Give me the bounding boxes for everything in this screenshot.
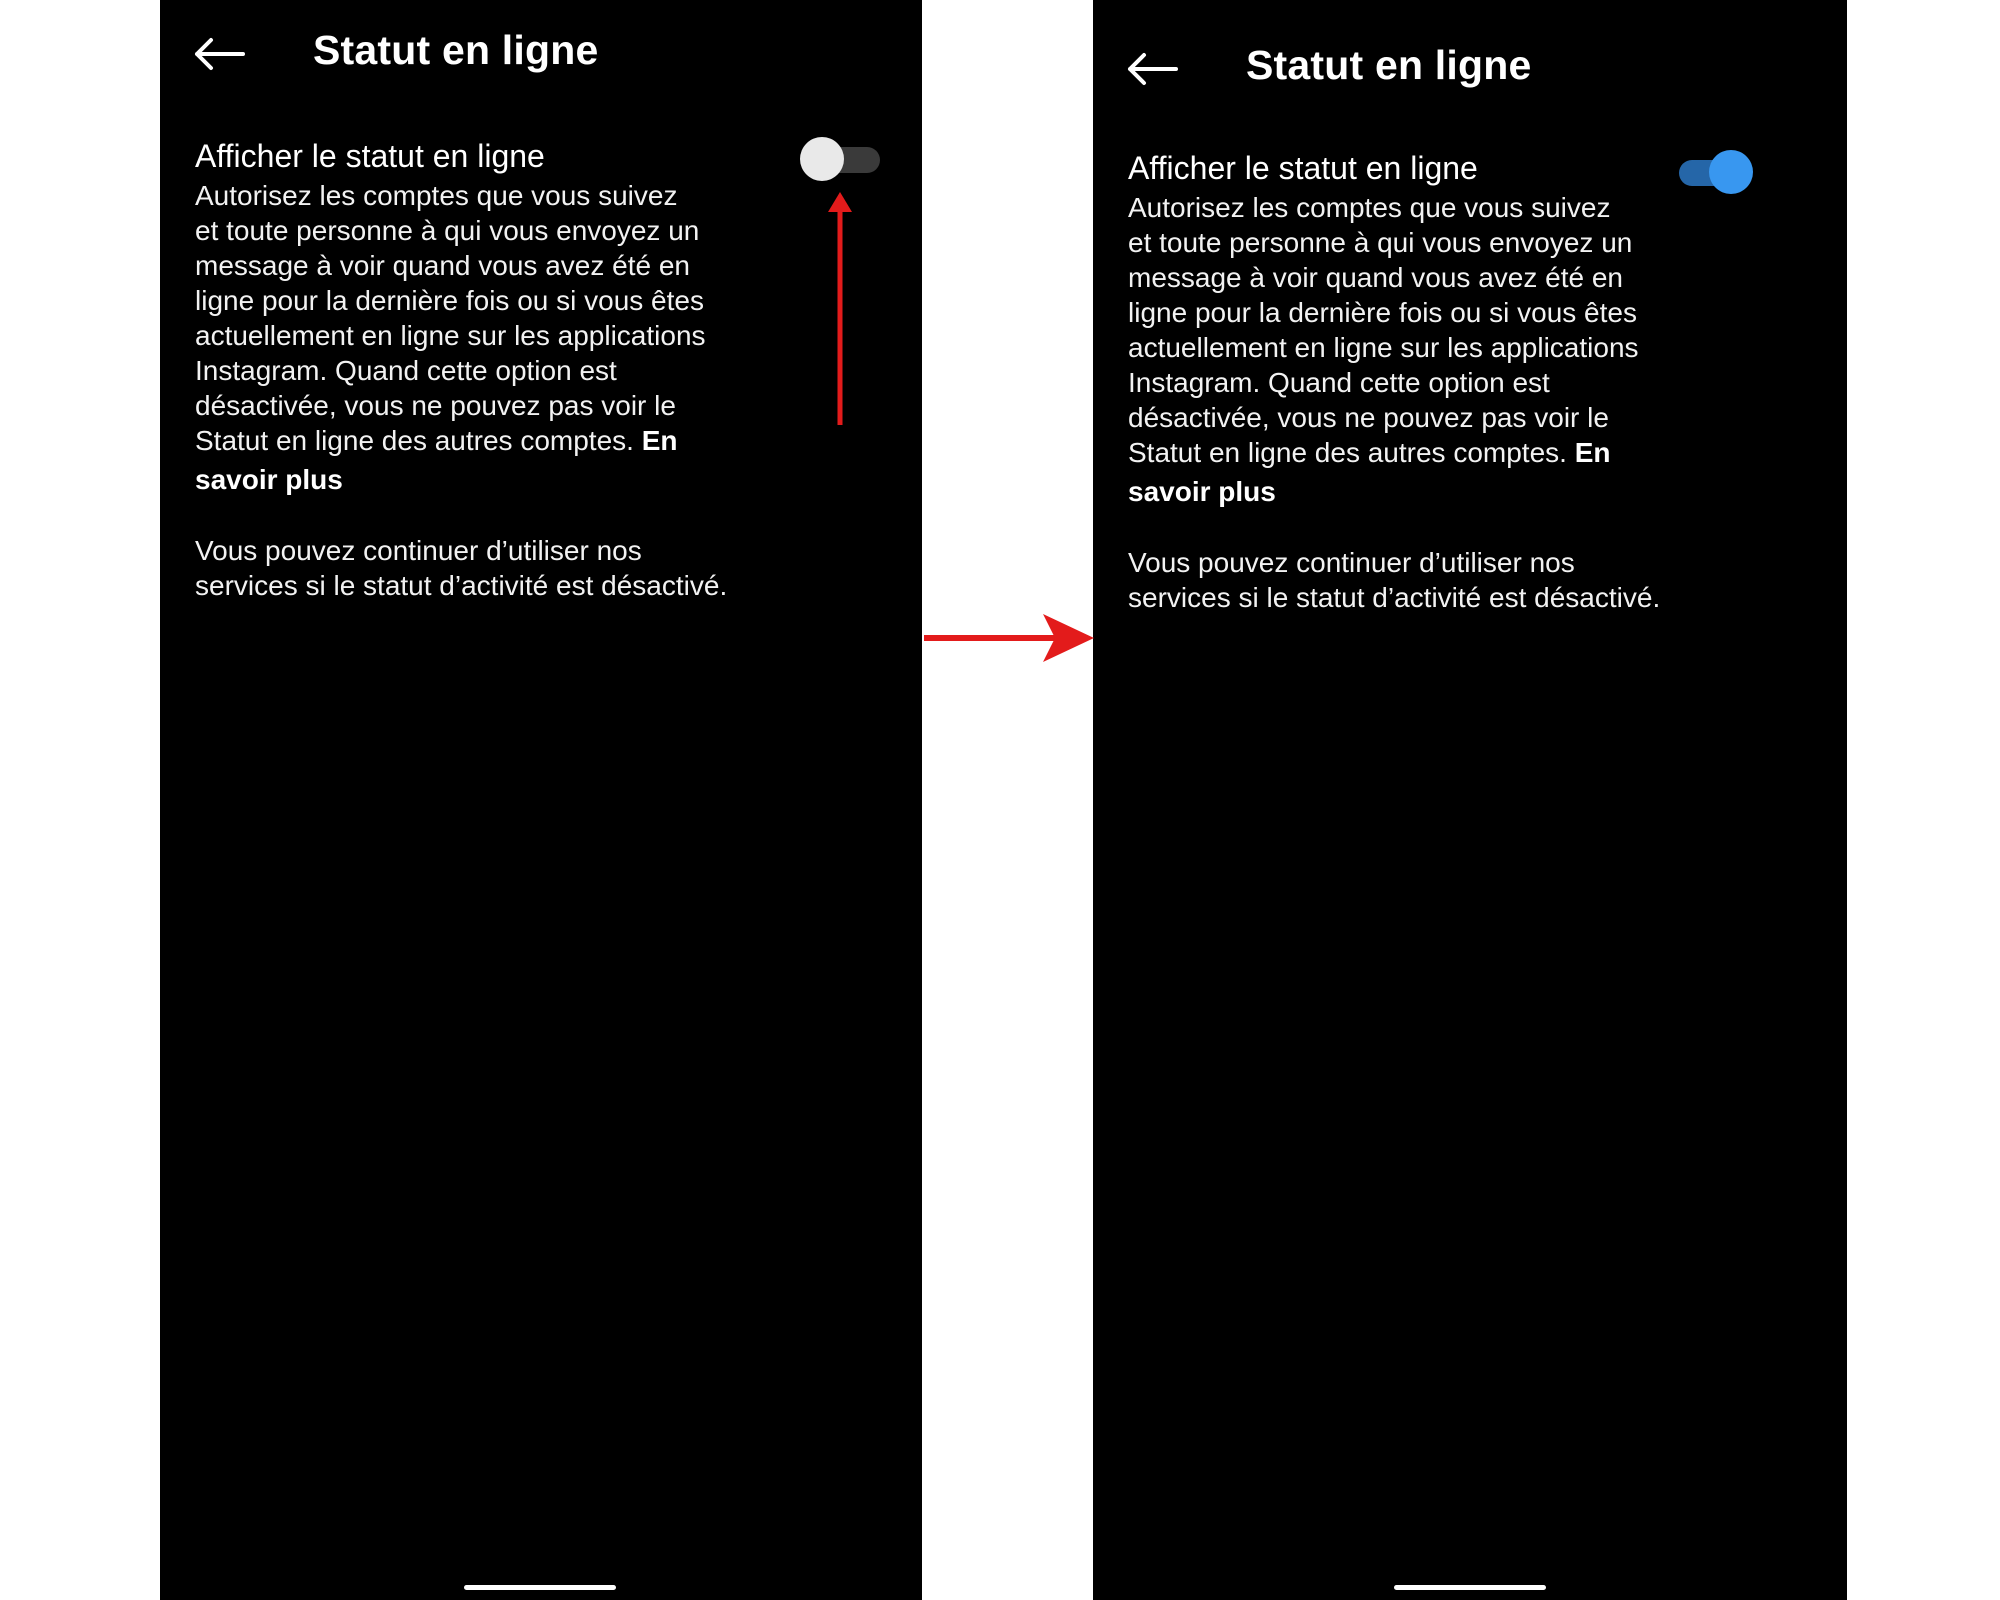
note-line: services si le statut d’activité est désactivé.: [1128, 582, 1661, 613]
description-line: actuellement en ligne sur les applications: [1128, 332, 1639, 363]
description-line: Instagram. Quand cette option est: [195, 355, 617, 386]
learn-more-link[interactable]: savoir plus: [1128, 476, 1276, 507]
description-line: et toute personne à qui vous envoyez un: [1128, 227, 1633, 258]
note-line: services si le statut d’activité est désactivé.: [195, 570, 728, 601]
description-line: ligne pour la dernière fois ou si vous êtes: [1128, 297, 1637, 328]
setting-title: Afficher le statut en ligne: [195, 138, 545, 174]
description-line: Autorisez les comptes que vous suivez: [195, 180, 678, 211]
page-title: Statut en ligne: [313, 27, 599, 73]
description-line: actuellement en ligne sur les applications: [195, 320, 706, 351]
description-line: Instagram. Quand cette option est: [1128, 367, 1550, 398]
description-line: désactivée, vous ne pouvez pas voir le: [1128, 402, 1609, 433]
description-line: désactivée, vous ne pouvez pas voir le: [195, 390, 676, 421]
page-title: Statut en ligne: [1246, 42, 1532, 88]
description-line-text: Statut en ligne des autres comptes.: [195, 425, 634, 456]
note-line: Vous pouvez continuer d’utiliser nos: [1128, 547, 1575, 578]
annotation-right-arrow-icon: [924, 614, 1094, 662]
description-line: Autorisez les comptes que vous suivez: [1128, 192, 1611, 223]
description-line-text: Statut en ligne des autres comptes.: [1128, 437, 1567, 468]
setting-title: Afficher le statut en ligne: [1128, 150, 1478, 186]
description-line: ligne pour la dernière fois ou si vous êtes: [195, 285, 704, 316]
annotation-up-arrow-icon: [828, 192, 852, 425]
learn-more-link[interactable]: En: [641, 425, 678, 456]
description-line: message à voir quand vous avez été en: [1128, 262, 1623, 293]
note-line: Vous pouvez continuer d’utiliser nos: [195, 535, 642, 566]
description-line: et toute personne à qui vous envoyez un: [195, 215, 700, 246]
learn-more-link[interactable]: En: [1574, 437, 1611, 468]
learn-more-link[interactable]: savoir plus: [195, 464, 343, 495]
description-line: message à voir quand vous avez été en: [195, 250, 690, 281]
